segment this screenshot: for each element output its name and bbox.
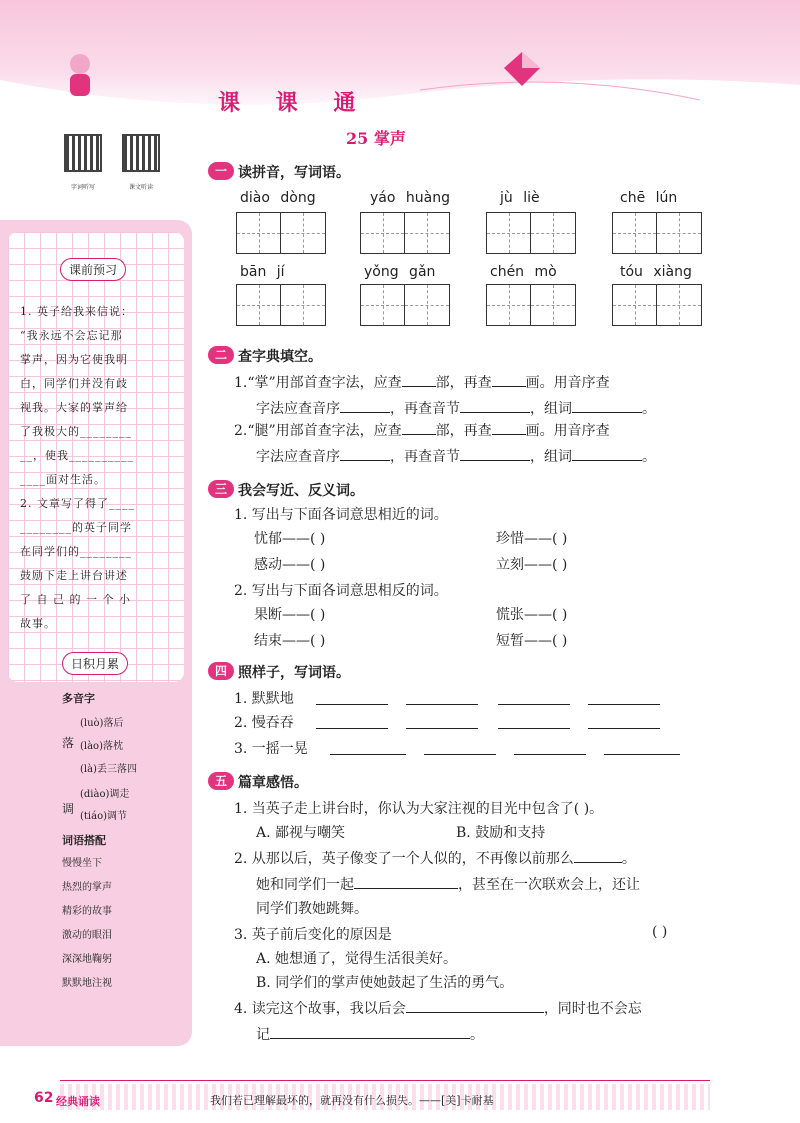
preview-line: 鼓励下走上讲台讲述 [20,569,128,582]
collocation-item: 默默地注视 [62,978,112,989]
writing-grid[interactable] [612,212,702,254]
polyphonic-char-luo: 落 [62,736,75,750]
question-line: 1. 写出与下面各词意思相近的词。 [234,507,448,523]
accumulate-badge: 日积月累 [62,652,128,675]
page-number: 62 [34,1090,54,1106]
writing-grid[interactable] [486,284,576,326]
antonym-item[interactable]: 短暂——( ) [496,633,568,649]
writing-grid[interactable] [486,212,576,254]
blank[interactable] [572,398,642,413]
blank[interactable] [460,398,530,413]
question-line: 4. 读完这个故事，我以后会 ，同时也不会忘 [234,998,642,1018]
blank[interactable] [340,398,390,413]
preview-line: 了我极大的________ [20,425,132,438]
polyphonic-heading: 多音字 [62,692,95,705]
preview-line: ________的英子同学 [20,521,132,534]
blank[interactable] [498,690,570,705]
luo-item: (lào)落枕 [80,741,123,752]
section-number: 三 [208,480,234,498]
cartoon-child-illustration [60,50,100,106]
pinyin-label: tóu xiàng [620,264,692,280]
pinyin-label: jù liè [500,190,540,206]
preview-text [20,300,190,636]
near-synonym-item[interactable]: 立刻——( ) [496,557,568,573]
blank[interactable] [492,372,526,387]
section-number: 一 [208,162,234,180]
brand-title: 课 课 通 [218,91,370,116]
luo-item: (là)丢三落四 [80,764,137,775]
preview-badge: 课前预习 [60,258,126,281]
blank[interactable] [424,740,496,755]
option-a[interactable]: A. 她想通了，觉得生活很美好。 [256,951,458,967]
qr-label-reading: 课文听读 [128,184,153,191]
collocation-heading: 词语搭配 [62,834,106,847]
blank[interactable] [316,690,388,705]
question-line: 她和同学们一起 ，甚至在一次联欢会上，还让 [256,874,640,894]
blank[interactable] [406,690,478,705]
preview-line: 2. 文章写了得了____ [20,497,135,510]
pattern-item: 1. 默默地 [234,691,294,707]
section-title: 篇章感悟。 [238,775,308,791]
question-line: 字法应查音序 ，再查音节 ，组词 。 [256,446,656,466]
option-b[interactable]: B. 鼓励和支持 [456,825,546,841]
qr-code-dictation[interactable] [64,134,102,172]
writing-grid[interactable] [360,284,450,326]
section-title: 读拼音，写词语。 [238,165,350,181]
question-line: 1. 当英子走上讲台时，你认为大家注视的目光中包含了( )。 [234,801,604,817]
option-b[interactable]: B. 同学们的掌声使她鼓起了生活的勇气。 [256,975,514,991]
preview-line: 了 自 己 的 一 个 小 [20,593,131,606]
collocation-item: 深深地鞠躬 [62,954,112,965]
preview-line: ____面对生活。 [20,473,106,486]
header-wave-decoration [0,60,800,120]
section-number: 二 [208,346,234,364]
footer-quote: 我们若已理解最坏的，就再没有什么损失。——[美]卡耐基 [210,1094,494,1107]
near-synonym-item[interactable]: 忧郁——( ) [254,531,326,547]
blank[interactable] [406,714,478,729]
antonym-item[interactable]: 结束——( ) [254,633,326,649]
pinyin-label: bān jí [240,264,285,280]
blank[interactable] [402,372,436,387]
section-title: 查字典填空。 [238,349,322,365]
question-line: 记 。 [256,1024,484,1044]
question-line: 字法应查音序 ，再查音节 ，组词 。 [256,398,656,418]
near-synonym-item[interactable]: 感动——( ) [254,557,326,573]
preview-line: 掌声，因为它使我明 [20,353,128,366]
kite-illustration [500,50,544,90]
question-line: 同学们教她跳舞。 [256,901,368,917]
preview-line: “我永远不会忘记那 [20,329,123,342]
antonym-item[interactable]: 慌张——( ) [496,607,568,623]
blank[interactable] [330,740,406,755]
pinyin-label: chē lún [620,190,678,206]
qr-code-reading[interactable] [122,134,160,172]
section-title: 我会写近、反义词。 [238,483,364,499]
blank[interactable] [604,740,680,755]
question-line: 2.“腿”用部首查字法，应查 部，再查 画。用音序查 [234,420,610,440]
question-line: 2. 写出与下面各词意思相反的词。 [234,583,448,599]
collocation-item: 慢慢坐下 [62,858,102,869]
preview-line: __，使我__________ [20,449,134,462]
pinyin-label: chén mò [490,264,557,280]
preview-line: 在同学们的________ [20,545,132,558]
blank[interactable] [402,420,436,435]
preview-line: 白，同学们并没有歧 [20,377,128,390]
pinyin-label: yǒng gǎn [364,264,436,280]
pinyin-label: yáo huàng [370,190,450,206]
answer-paren[interactable]: ( ) [652,924,668,940]
question-line: 2. 从那以后，英子像变了一个人似的，不再像以前那么 。 [234,848,636,868]
blank[interactable] [316,714,388,729]
section-number: 五 [208,772,234,790]
collocation-item: 热烈的掌声 [62,882,112,893]
collocation-item: 激动的眼泪 [62,930,112,941]
blank[interactable] [588,714,660,729]
lesson-title: 25 掌声 [346,129,406,148]
blank[interactable] [574,848,622,863]
writing-grid[interactable] [612,284,702,326]
near-synonym-item[interactable]: 珍惜——( ) [496,531,568,547]
footer-divider [60,1080,710,1081]
blank[interactable] [270,1024,470,1039]
blank[interactable] [340,446,390,461]
blank[interactable] [492,420,526,435]
collocation-item: 精彩的故事 [62,906,112,917]
pattern-item: 3. 一摇一晃 [234,741,308,757]
pinyin-label: diào dòng [240,190,316,206]
preview-line: 故事。 [20,617,56,630]
preview-line: 视我。大家的掌声给 [20,401,128,414]
blank[interactable] [572,446,642,461]
blank[interactable] [514,740,586,755]
blank[interactable] [354,874,458,889]
diao-item: (tiáo)调节 [80,811,128,822]
section-number: 四 [208,662,234,680]
collocation-list [62,852,112,996]
writing-grid[interactable] [236,212,326,254]
diao-items [80,784,129,828]
option-a[interactable]: A. 鄙视与嘲笑 [256,825,346,841]
question-line: 1.“掌”用部首查字法，应查 部，再查 画。用音序查 [234,372,610,392]
section-title: 照样子，写词语。 [238,665,350,681]
blank[interactable] [588,690,660,705]
preview-line: 1. 英子给我来信说： [20,305,133,318]
antonym-item[interactable]: 果断——( ) [254,607,326,623]
luo-items [80,712,137,781]
polyphonic-char-diao: 调 [62,802,75,816]
writing-grid[interactable] [360,212,450,254]
blank[interactable] [498,714,570,729]
pattern-item: 2. 慢吞吞 [234,715,294,731]
footer-label: 经典诵读 [56,1095,100,1108]
luo-item: (luò)落后 [80,718,124,729]
diao-item: (diào)调走 [80,789,130,800]
writing-grid[interactable] [236,284,326,326]
question-line: 3. 英子前后变化的原因是 [234,927,392,943]
blank[interactable] [406,998,544,1013]
qr-label-dictation: 字词听写 [70,184,95,191]
blank[interactable] [460,446,530,461]
